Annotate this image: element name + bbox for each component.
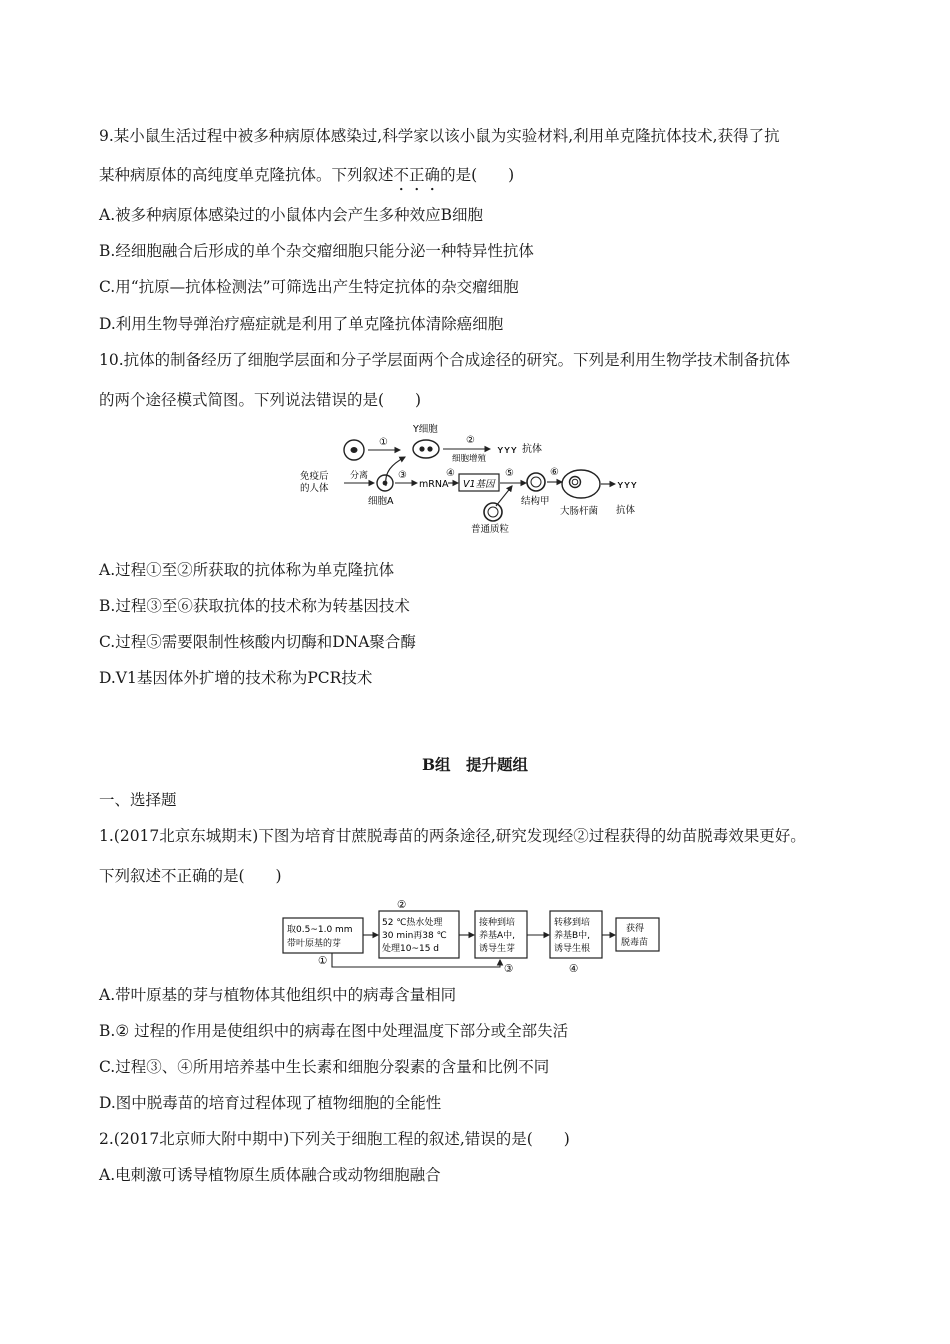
- flow-step-4-label: ④: [569, 963, 579, 975]
- virus-free-seedling-flowchart: [282, 896, 664, 976]
- b2-option-a: A.电刺激可诱导植物原生质体融合或动物细胞融合: [99, 1166, 441, 1184]
- q10-stem-line2: 的两个途径模式简图。下列说法错误的是( ): [99, 391, 422, 409]
- cell-icon: [344, 440, 364, 460]
- q9-option-d: D.利用生物导弹治疗癌症就是利用了单克隆抗体清除癌细胞: [99, 315, 504, 333]
- step-2-label: ②: [466, 435, 475, 446]
- antibody-label-2: 抗体: [616, 505, 636, 516]
- antibody-y-icon: ʏʏʏ: [497, 443, 518, 456]
- flow-box-3-line1: 接种到培: [479, 918, 516, 928]
- proliferation-label: 细胞增殖: [452, 454, 487, 464]
- q10-option-b: B.过程③至⑥获取抗体的技术称为转基因技术: [99, 597, 410, 615]
- antibody-y-icon: ʏʏʏ: [617, 478, 638, 491]
- flow-step-2-label: ②: [397, 899, 407, 911]
- q10-option-a: A.过程①至②所获取的抗体称为单克隆抗体: [99, 561, 395, 579]
- flow-box-4-line3: 诱导生根: [554, 944, 591, 954]
- ecoli-icon: [562, 470, 600, 498]
- y-cell-icon: [413, 440, 439, 458]
- b1-option-b: B.② 过程的作用是使组织中的病毒在图中处理温度下部分或全部失活: [99, 1022, 569, 1040]
- q9-option-b: B.经细胞融合后形成的单个杂交瘤细胞只能分泌一种特异性抗体: [99, 242, 534, 260]
- q9-option-a: A.被多种病原体感染过的小鼠体内会产生多种效应B细胞: [99, 206, 484, 224]
- b1-stem-line2: 下列叙述不正确的是( ): [99, 867, 282, 885]
- structure-a-icon: [527, 473, 545, 491]
- structure-a-label: 结构甲: [521, 496, 550, 507]
- immunized-label-2: 的人体: [300, 483, 329, 494]
- v1-gene-label: V1基因: [463, 479, 495, 490]
- flow-box-5-line1: 获得: [626, 924, 645, 934]
- flow-box-4-line1: 转移到培: [554, 918, 591, 928]
- b1-stem-line1: 1.(2017北京东城期末)下图为培育甘蔗脱毒苗的两条途径,研究发现经②过程获得的幼苗脱毒效果更好。: [99, 827, 806, 845]
- section-subtitle: 一、选择题: [99, 791, 177, 809]
- flow-box-3-line3: 诱导生芽: [479, 944, 516, 954]
- q10-option-d: D.V1基因体外扩增的技术称为PCR技术: [99, 669, 373, 687]
- antibody-pathway-diagram: [300, 420, 660, 538]
- flow-box-1-line2: 带叶原基的芽: [287, 939, 342, 949]
- section-title: B组 提升题组: [421, 755, 529, 774]
- q9-stem-tail: 的是( ): [440, 166, 515, 184]
- q9-stem-line1: 9.某小鼠生活过程中被多种病原体感染过,科学家以该小鼠为实验材料,利用单克隆抗体技术,获得了抗: [99, 127, 780, 145]
- flow-box-4-line2: 养基B中,: [554, 931, 591, 941]
- b2-stem: 2.(2017北京师大附中期中)下列关于细胞工程的叙述,错误的是( ): [99, 1130, 570, 1148]
- plasmid-label: 普通质粒: [471, 524, 510, 535]
- antibody-label-1: 抗体: [522, 444, 542, 455]
- mrna-label: mRNA: [419, 479, 449, 490]
- q9-stem-text: 某种病原体的高纯度单克隆抗体。下列叙述: [99, 166, 394, 184]
- immunized-label-1: 免疫后: [300, 471, 329, 482]
- flow-box-5-line2: 脱毒苗: [621, 938, 649, 948]
- q9-option-c: C.用“抗原—抗体检测法”可筛选出产生特定抗体的杂交瘤细胞: [99, 278, 519, 296]
- y-cell-label: Y细胞: [413, 424, 438, 435]
- step-1-label: ①: [379, 437, 388, 448]
- separate-label: 分离: [350, 471, 369, 481]
- flow-step-3-label: ③: [504, 963, 514, 975]
- q9-stem-line2: [99, 165, 514, 185]
- q9-emphasis-char: 正: [409, 166, 425, 184]
- flow-box-1-line1: 取0.5~1.0 mm: [287, 925, 353, 935]
- step-4-label: ④: [446, 468, 455, 479]
- flow-box-3-line2: 养基A中,: [479, 931, 516, 941]
- cell-a-icon: [377, 475, 393, 491]
- flow-box-2-line2: 30 min再38 ℃: [382, 931, 447, 941]
- step-5-label: ⑤: [505, 468, 514, 479]
- q10-stem-line1: 10.抗体的制备经历了细胞学层面和分子学层面两个合成途径的研究。下列是利用生物学技术制备抗体: [99, 351, 791, 369]
- q9-emphasis-char: 不: [393, 166, 410, 184]
- ecoli-label: 大肠杆菌: [560, 506, 599, 517]
- q9-emphasis-char: 确: [424, 166, 441, 184]
- flow-box-2-line1: 52 ℃热水处理: [382, 918, 443, 928]
- b1-option-c: C.过程③、④所用培养基中生长素和细胞分裂素的含量和比例不同: [99, 1058, 550, 1076]
- cell-a-label: 细胞A: [368, 496, 394, 507]
- flow-box-2-line3: 处理10~15 d: [382, 944, 440, 954]
- flow-step-1-label: ①: [318, 955, 328, 967]
- b1-option-a: A.带叶原基的芽与植物体其他组织中的病毒含量相同: [99, 986, 457, 1004]
- q10-option-c: C.过程⑤需要限制性核酸内切酶和DNA聚合酶: [99, 633, 416, 651]
- step-3-label: ③: [398, 470, 407, 481]
- plasmid-icon: [484, 503, 502, 521]
- step-6-label: ⑥: [550, 467, 559, 478]
- b1-option-d: D.图中脱毒苗的培育过程体现了植物细胞的全能性: [99, 1094, 442, 1112]
